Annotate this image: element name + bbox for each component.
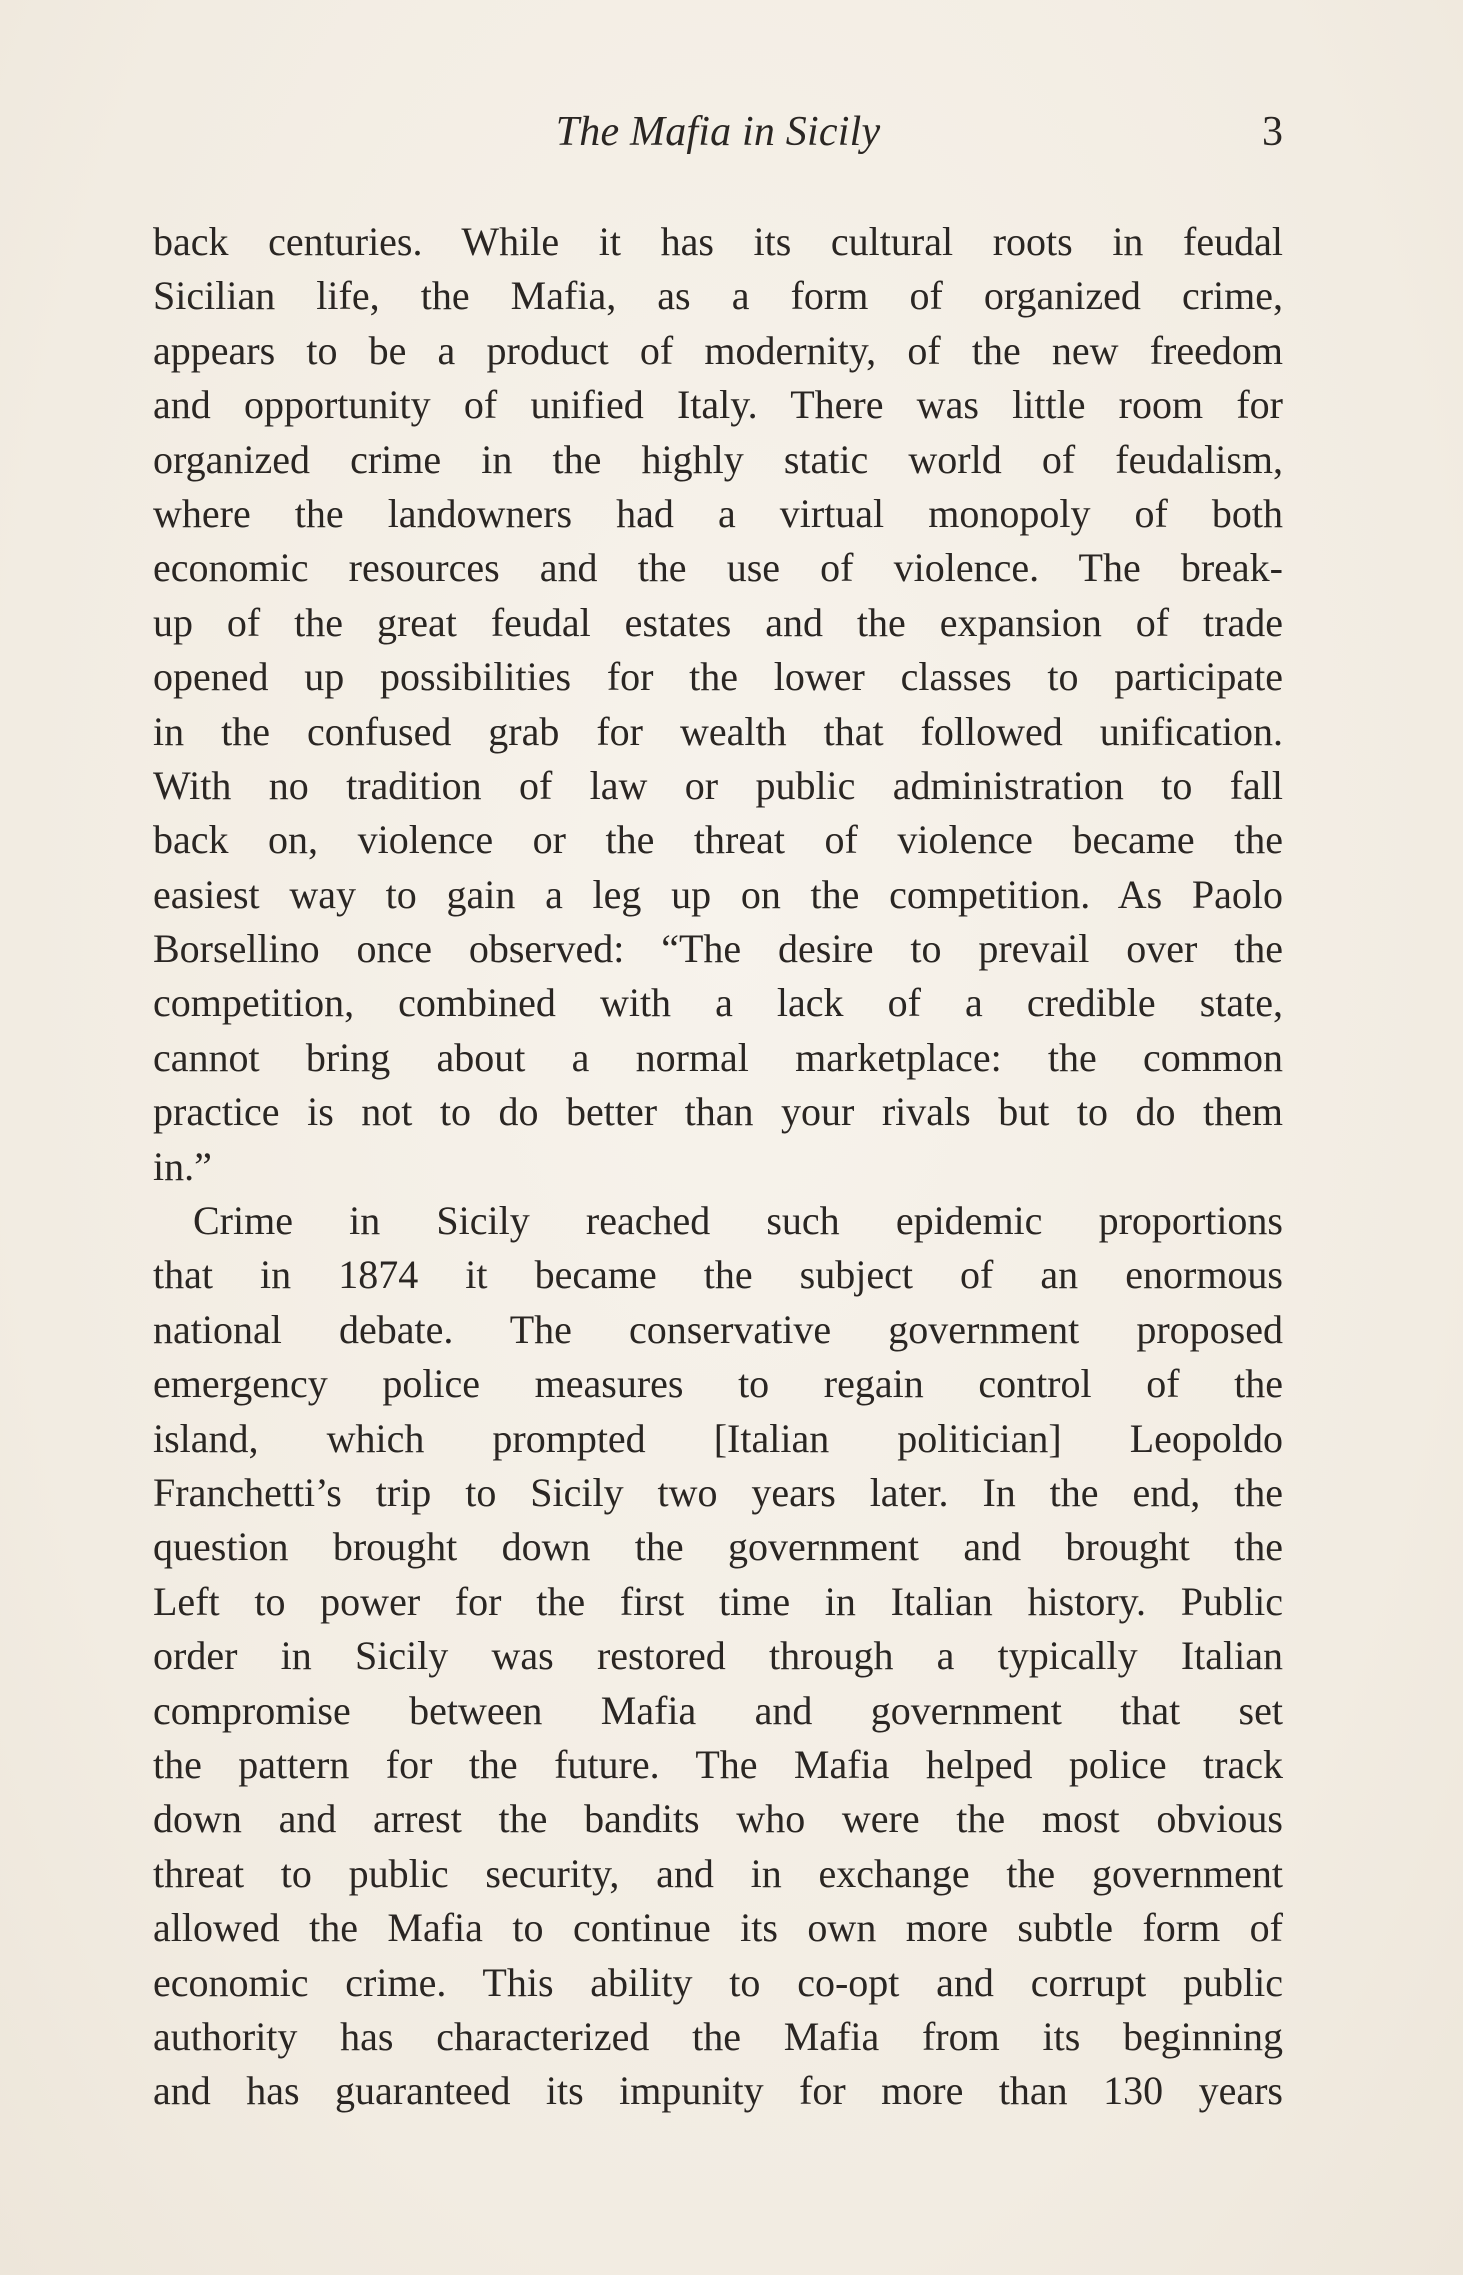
- text-line: appears to be a product of modernity, of the new freedom: [153, 327, 1283, 373]
- text-line: island, which prompted [Italian politician] Leopoldo: [153, 1415, 1283, 1461]
- text-line: where the landowners had a virtual monopoly of both: [153, 490, 1283, 536]
- text-line: order in Sicily was restored through a typically Italian: [153, 1633, 1283, 1679]
- text-line: back on, violence or the threat of violence became the: [153, 817, 1283, 863]
- page-header: [153, 108, 1283, 168]
- text-line: emergency police measures to regain control of the: [153, 1361, 1283, 1407]
- page-number: 3: [1262, 109, 1283, 155]
- text-line: practice is not to do better than your rivals but to do them: [153, 1089, 1283, 1135]
- text-line: allowed the Mafia to continue its own more subtle form of: [153, 1905, 1283, 1951]
- text-line: the pattern for the future. The Mafia helped police track: [153, 1741, 1283, 1787]
- text-line: Franchetti’s trip to Sicily two years later. In the end, the: [153, 1469, 1283, 1515]
- running-title: The Mafia in Sicily: [555, 109, 881, 155]
- text-line: opened up possibilities for the lower classes to participate: [153, 654, 1283, 700]
- body-text: [153, 215, 1283, 2119]
- text-line: and has guaranteed its impunity for more than 130 years: [153, 2068, 1283, 2114]
- text-line: easiest way to gain a leg up on the competition. As Paolo: [153, 871, 1283, 917]
- text-line: cannot bring about a normal marketplace: the common: [153, 1034, 1283, 1080]
- paragraph-1: [153, 215, 1283, 1194]
- paragraph-2: [153, 1194, 1283, 2119]
- text-line: Borsellino once observed: “The desire to prevail over the: [153, 926, 1283, 972]
- text-line: authority has characterized the Mafia from its beginning: [153, 2013, 1283, 2059]
- text-line: threat to public security, and in exchange the government: [153, 1850, 1283, 1896]
- text-line: economic resources and the use of violence. The break-: [153, 545, 1283, 591]
- text-line: and opportunity of unified Italy. There was little room for: [153, 382, 1283, 428]
- text-line: Crime in Sicily reached such epidemic proportions: [193, 1198, 1283, 1244]
- text-line: in.”: [153, 1143, 212, 1189]
- text-line: down and arrest the bandits who were the most obvious: [153, 1796, 1283, 1842]
- text-line: Left to power for the first time in Italian history. Public: [153, 1578, 1283, 1624]
- text-line: competition, combined with a lack of a credible state,: [153, 980, 1283, 1026]
- text-line: compromise between Mafia and government that set: [153, 1687, 1283, 1733]
- text-line: Sicilian life, the Mafia, as a form of organized crime,: [153, 273, 1283, 319]
- text-line: question brought down the government and brought the: [153, 1524, 1283, 1570]
- text-line: national debate. The conservative government proposed: [153, 1306, 1283, 1352]
- text-line: up of the great feudal estates and the expansion of trade: [153, 599, 1283, 645]
- text-line: back centuries. While it has its cultural roots in feudal: [153, 219, 1283, 264]
- text-line: economic crime. This ability to co-opt and corrupt public: [153, 1959, 1283, 2005]
- text-line: in the confused grab for wealth that followed unification.: [153, 708, 1283, 754]
- text-line: organized crime in the highly static world of feudalism,: [153, 436, 1283, 482]
- text-line: With no tradition of law or public administration to fall: [153, 762, 1283, 808]
- text-line: that in 1874 it became the subject of an enormous: [153, 1252, 1283, 1298]
